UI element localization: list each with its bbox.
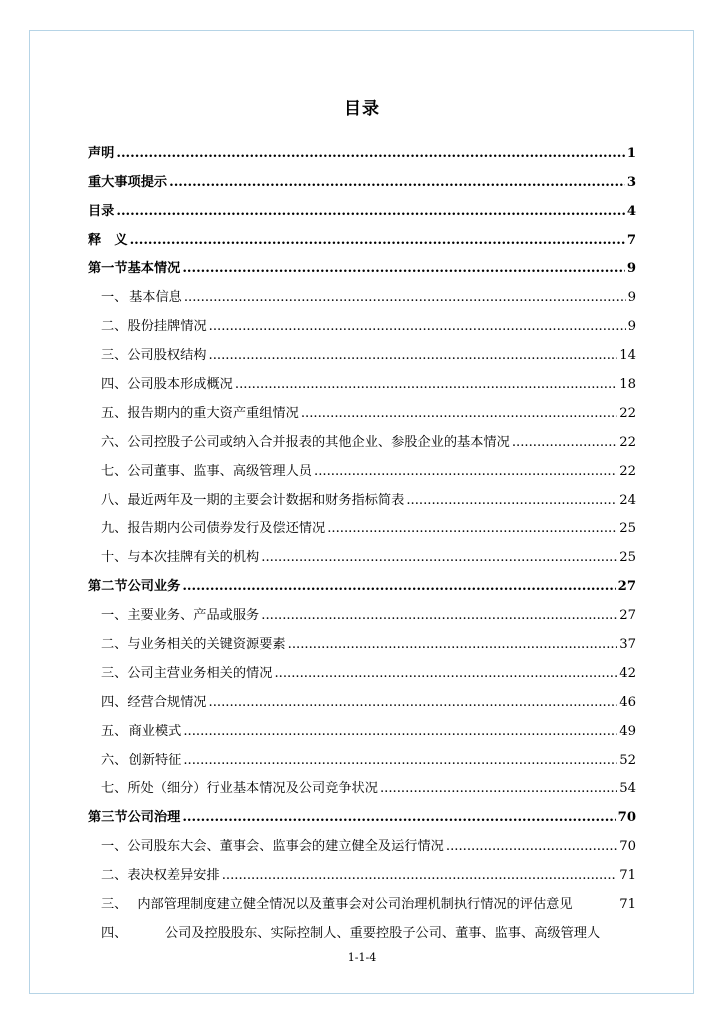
toc-entry-page: 9 [627,319,636,335]
toc-entry-page: 70 [617,810,636,826]
toc-entry-page: 7 [626,232,636,248]
toc-entry-page: 46 [619,694,636,710]
toc-entry-major-notice[interactable] [88,164,636,193]
toc-section-number: 八、 [101,492,128,508]
toc-section-number: 四、 [101,694,128,710]
toc-section[interactable] [88,482,636,511]
toc-section-number: 三、 [101,665,128,681]
toc-section[interactable] [88,279,636,308]
toc-section[interactable] [88,713,636,742]
toc-leader [261,548,617,568]
toc-leader [314,462,617,482]
toc-entry-page: 14 [619,348,636,364]
toc-entry-page: 22 [619,405,636,421]
toc-entry-label: 基本情况 [127,261,181,277]
toc-chapter-1[interactable] [88,251,636,280]
toc-section[interactable] [88,511,636,540]
toc-section[interactable] [88,886,636,915]
toc-entry-label: 内部管理制度建立健全情况以及董事会对公司治理机制执行情况的评估意见 [137,897,573,913]
toc-chapter-number: 第一节 [88,261,128,277]
toc-section[interactable] [88,597,636,626]
toc-section[interactable] [88,453,636,482]
toc-entry-label: 公司及控股股东、实际控制人、重要控股子公司、董事、监事、高级管理人 [165,925,601,941]
toc-section-number: 一、 [101,839,128,855]
toc-entry-label: 重大事项提示 [88,174,168,190]
toc-leader [209,317,626,337]
toc-section[interactable] [88,655,636,684]
toc-leader [183,722,617,742]
toc-entry-label: 表决权差异安排 [127,868,220,884]
toc-leader [209,693,618,713]
toc-entry-label: 最近两年及一期的主要会计数据和财务指标简表 [127,492,405,508]
toc-entry-page: 9 [627,290,636,306]
toc-chapter-3[interactable] [88,799,636,828]
toc-entry-label: 公司股本形成概况 [127,377,233,393]
toc-entry-page: 27 [619,608,636,624]
toc-section-number: 五、 [101,723,128,739]
toc-entry-label: 公司主营业务相关的情况 [127,665,273,681]
toc-entry-label: 公司控股子公司或纳入合并报表的其他企业、参股企业的基本情况 [127,434,510,450]
toc-entry-page: 24 [619,492,636,508]
toc-entry-label: 公司业务 [127,579,181,595]
toc-entry-label: 商业模式 [128,723,182,739]
toc-entry-label: 所处（细分）行业基本情况及公司竞争状况 [127,781,378,797]
toc-leader [182,808,615,828]
toc-entry-label: 声明 [88,145,115,161]
toc-section[interactable] [88,742,636,771]
toc-entry-page: 27 [617,579,636,595]
toc-section-number: 三、 [101,348,128,364]
toc-entry-label: 经营合规情况 [127,694,207,710]
toc-section-number: 七、 [101,463,128,479]
toc-section[interactable] [88,424,636,453]
toc-section-number: 四、 [101,925,128,941]
toc-section-number: 七、 [101,781,128,797]
toc-entry-label: 与本次挂牌有关的机构 [127,550,260,566]
toc-entry-page: 3 [626,174,636,190]
toc-section-number: 十、 [101,550,128,566]
toc-entry-page: 22 [619,434,636,450]
toc-leader [327,519,617,539]
toc-leader [182,259,625,279]
toc-section-number: 五、 [101,405,128,421]
toc-section[interactable] [88,366,636,395]
toc-entry-label: 报告期内的重大资产重组情况 [127,405,299,421]
toc-entry-page: 70 [619,839,636,855]
toc-leader [169,173,625,193]
page-number-footer: 1-1-4 [347,951,377,964]
toc-leader [274,664,617,684]
toc-section[interactable] [88,395,636,424]
toc-entry-page: 52 [619,752,636,768]
toc-leader [183,751,617,771]
toc-leader [380,779,617,799]
toc-section[interactable] [88,626,636,655]
toc-entry-label: 创新特征 [128,752,182,768]
toc-leader [130,231,625,251]
toc-section[interactable] [88,308,636,337]
toc-entry-label: 公司治理 [127,810,181,826]
toc-entry-label: 目录 [88,203,115,219]
table-of-contents [88,135,636,944]
toc-section[interactable] [88,857,636,886]
toc-leader [222,866,618,886]
toc-entry-page: 18 [619,377,636,393]
toc-entry-label: 公司股权结构 [127,348,207,364]
toc-entry-page: 37 [619,637,636,653]
toc-entry-label: 释 义 [88,232,128,248]
toc-section-number: 三、 [101,897,128,913]
toc-leader [116,144,624,164]
toc-entry-label: 与业务相关的关键资源要素 [127,637,286,653]
toc-section-number: 二、 [101,319,128,335]
toc-section-number: 六、 [101,434,128,450]
toc-section[interactable] [88,337,636,366]
toc-chapter-number: 第二节 [88,579,128,595]
toc-entry-page: 25 [619,521,636,537]
toc-entry-definitions[interactable] [88,222,636,251]
toc-section-number: 四、 [101,377,128,393]
toc-section[interactable] [88,828,636,857]
toc-section[interactable] [88,684,636,713]
toc-entry-statement[interactable] [88,135,636,164]
toc-entry-page: 1 [626,145,636,161]
toc-entry-label: 主要业务、产品或服务 [127,608,260,624]
toc-leader [512,433,617,453]
toc-section-number: 六、 [101,752,128,768]
toc-chapter-number: 第三节 [88,810,128,826]
toc-section-number: 一、 [101,290,128,306]
toc-entry-page: 25 [619,550,636,566]
toc-leader [209,346,618,366]
toc-leader [288,635,618,655]
toc-leader [235,375,617,395]
toc-section-number: 九、 [101,521,128,537]
toc-entry-page: 54 [619,781,636,797]
toc-entry-page: 9 [626,261,636,277]
toc-leader [184,288,626,308]
toc-entry-label: 公司董事、监事、高级管理人员 [127,463,312,479]
toc-section-number: 一、 [101,608,128,624]
toc-entry-page: 71 [619,868,636,884]
toc-entry-label: 股份挂牌情况 [127,319,207,335]
toc-entry-label: 基本信息 [129,290,182,306]
toc-entry-page: 42 [619,665,636,681]
toc-entry-page: 49 [619,723,636,739]
toc-leader [406,491,617,511]
toc-section[interactable] [88,915,636,944]
toc-leader [116,202,624,222]
toc-entry-page: 22 [619,463,636,479]
toc-title: 目录 [344,99,380,119]
toc-leader [182,577,615,597]
toc-section[interactable] [88,771,636,800]
toc-section-number: 二、 [101,637,128,653]
toc-entry-label: 公司股东大会、董事会、监事会的建立健全及运行情况 [127,839,444,855]
toc-entry-label: 报告期内公司债券发行及偿还情况 [127,521,326,537]
toc-leader [446,837,617,857]
toc-leader [301,404,617,424]
toc-section-number: 二、 [101,868,128,884]
toc-section[interactable] [88,539,636,568]
toc-entry-contents[interactable] [88,193,636,222]
toc-entry-page: 71 [619,897,636,913]
toc-entry-page: 4 [626,203,636,219]
toc-leader [261,606,617,626]
toc-chapter-2[interactable] [88,568,636,597]
